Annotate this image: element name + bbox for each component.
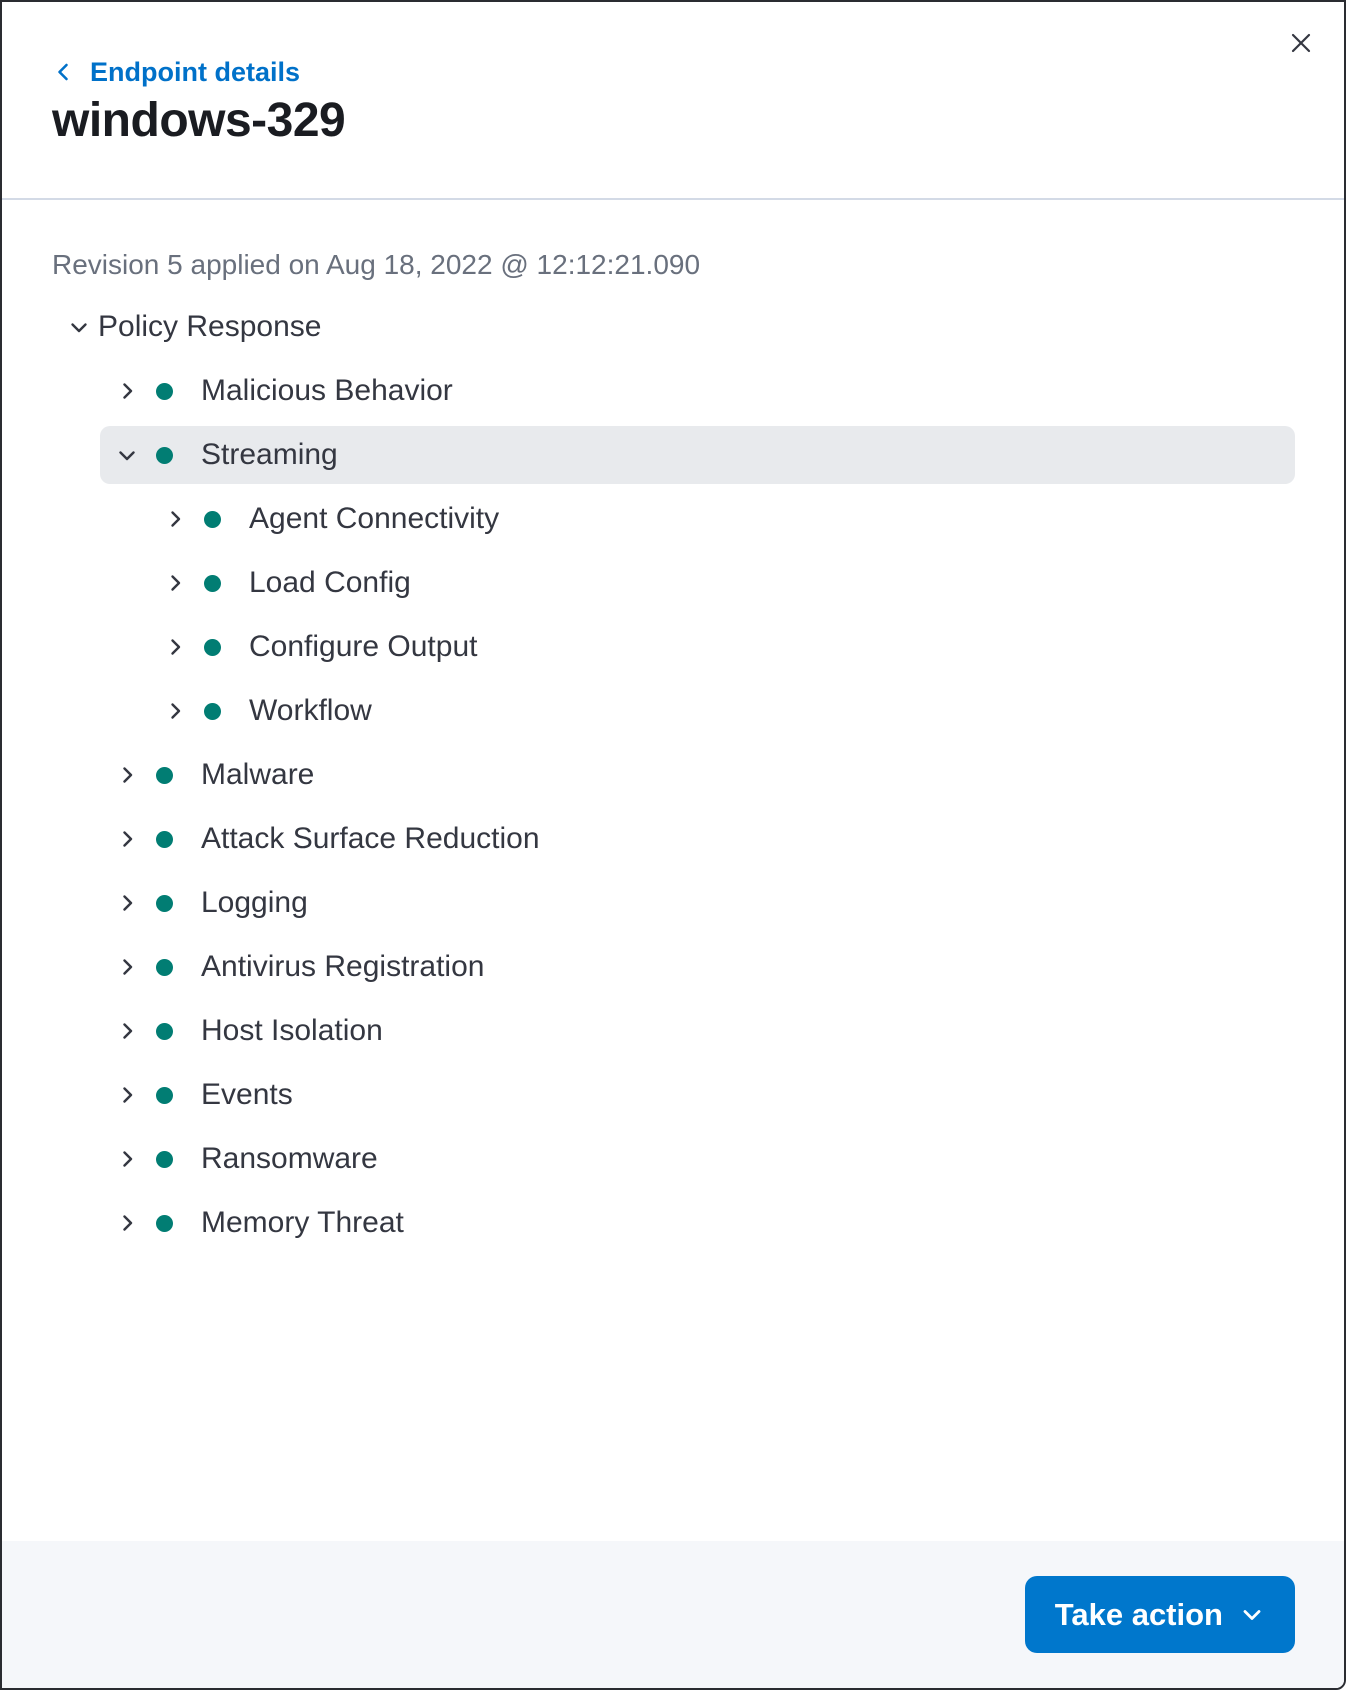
tree-item-label: Workflow — [249, 694, 372, 727]
tree-item-logging[interactable] — [100, 874, 1295, 932]
chevron-right-icon[interactable] — [114, 762, 140, 788]
take-action-label: Take action — [1054, 1596, 1223, 1632]
tree-item-label: Logging — [201, 886, 308, 919]
tree-item-label: Configure Output — [249, 630, 478, 663]
flyout-header — [2, 2, 1344, 200]
tree-item-attack-surface-reduction[interactable] — [100, 810, 1295, 868]
status-dot-icon — [204, 703, 221, 720]
status-dot-icon — [156, 895, 173, 912]
tree-item-label: Malicious Behavior — [201, 374, 453, 407]
chevron-right-icon[interactable] — [114, 378, 140, 404]
chevron-right-icon[interactable] — [114, 1018, 140, 1044]
status-dot-icon — [156, 1151, 173, 1168]
chevron-right-icon[interactable] — [114, 1082, 140, 1108]
status-dot-icon — [156, 767, 173, 784]
tree-item-agent-connectivity[interactable] — [148, 490, 1295, 548]
policy-response-tree — [52, 298, 1295, 1252]
page-title: windows-329 — [52, 94, 346, 147]
back-to-endpoint-details-link[interactable] — [52, 56, 300, 88]
status-dot-icon — [204, 639, 221, 656]
chevron-down-icon[interactable] — [66, 314, 92, 340]
tree-item-memory-threat[interactable] — [100, 1194, 1295, 1252]
tree-item-events[interactable] — [100, 1066, 1295, 1124]
tree-item-label: Load Config — [249, 566, 411, 599]
back-link-label: Endpoint details — [90, 57, 301, 87]
status-dot-icon — [156, 1087, 173, 1104]
tree-item-label: Agent Connectivity — [249, 502, 500, 535]
status-dot-icon — [156, 959, 173, 976]
flyout-footer — [2, 1541, 1344, 1688]
close-button[interactable] — [1284, 26, 1318, 60]
tree-item-streaming[interactable] — [100, 426, 1295, 484]
tree-item-malicious-behavior[interactable] — [100, 362, 1295, 420]
chevron-right-icon[interactable] — [162, 506, 188, 532]
tree-item-label: Attack Surface Reduction — [201, 822, 540, 855]
revision-applied-text: Revision 5 applied on Aug 18, 2022 @ 12:12:21.090 — [52, 249, 701, 280]
tree-item-label: Events — [201, 1078, 293, 1111]
chevron-right-icon[interactable] — [114, 954, 140, 980]
chevron-right-icon[interactable] — [162, 570, 188, 596]
chevron-right-icon[interactable] — [114, 890, 140, 916]
tree-item-ransomware[interactable] — [100, 1130, 1295, 1188]
tree-item-label: Antivirus Registration — [201, 950, 485, 983]
chevron-down-icon[interactable] — [114, 442, 140, 468]
tree-item-label: Host Isolation — [201, 1014, 383, 1047]
tree-item-malware[interactable] — [100, 746, 1295, 804]
tree-item-label: Ransomware — [201, 1142, 378, 1175]
tree-item-load-config[interactable] — [148, 554, 1295, 612]
status-dot-icon — [156, 383, 173, 400]
tree-item-host-isolation[interactable] — [100, 1002, 1295, 1060]
status-dot-icon — [204, 575, 221, 592]
status-dot-icon — [204, 511, 221, 528]
status-dot-icon — [156, 1023, 173, 1040]
chevron-right-icon[interactable] — [114, 1210, 140, 1236]
tree-item-label: Malware — [201, 758, 315, 791]
tree-item-configure-output[interactable] — [148, 618, 1295, 676]
chevron-right-icon[interactable] — [162, 698, 188, 724]
chevron-right-icon[interactable] — [162, 634, 188, 660]
tree-item-policy-response[interactable] — [52, 298, 1295, 356]
tree-item-label: Memory Threat — [201, 1206, 404, 1239]
status-dot-icon — [156, 831, 173, 848]
chevron-down-icon — [1239, 1602, 1265, 1628]
take-action-button[interactable] — [1025, 1576, 1295, 1653]
chevron-right-icon[interactable] — [114, 826, 140, 852]
status-dot-icon — [156, 447, 173, 464]
tree-item-label: Streaming — [201, 438, 338, 471]
chevron-left-icon — [52, 60, 76, 84]
tree-item-antivirus-registration[interactable] — [100, 938, 1295, 996]
tree-item-label: Policy Response — [98, 310, 322, 343]
tree-item-workflow[interactable] — [148, 682, 1295, 740]
flyout-body — [2, 200, 1344, 1541]
status-dot-icon — [156, 1215, 173, 1232]
chevron-right-icon[interactable] — [114, 1146, 140, 1172]
close-icon — [1286, 28, 1316, 58]
